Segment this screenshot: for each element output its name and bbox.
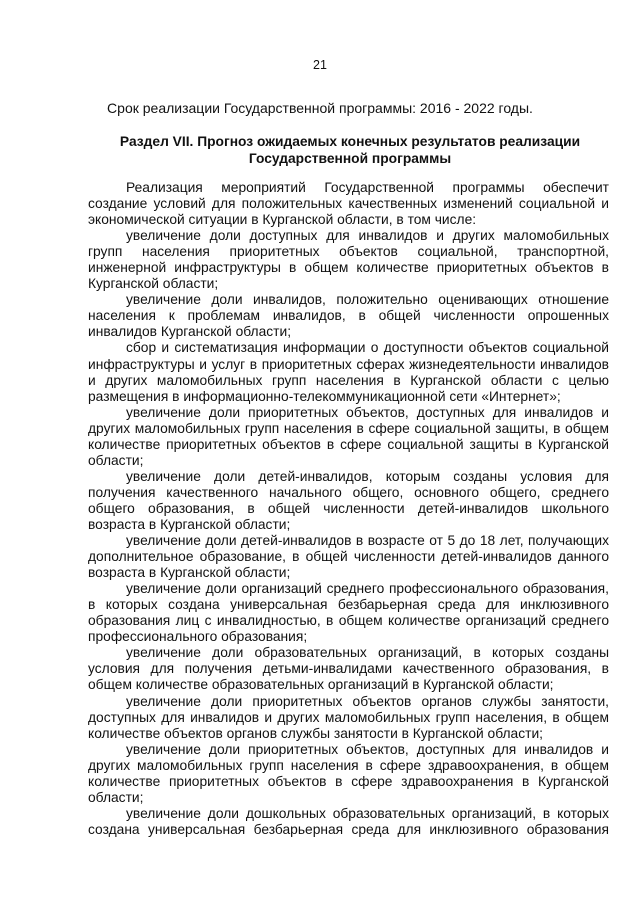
list-item: увеличение доли приоритетных объектов, доступных для инвалидов и других маломобильных групп населения в сфере социальной защиты, в общем количестве приоритетных объектов в сфере социальной защиты в Курганской области; [88,404,609,468]
list-item: увеличение доли детей-инвалидов в возрасте от 5 до 18 лет, получающих дополнительное образование, в общей численности детей-инвалидов данного возраста в Курганской области; [88,533,609,581]
body-text [88,180,609,838]
section-title: Раздел VII. Прогноз ожидаемых конечных результатов реализации Государственной программы [119,134,581,166]
paragraph-intro: Реализация мероприятий Государственной программы обеспечит создание условий для положительных качественных изменений социальной и экономической ситуации в Курганской области, в том числе: [88,180,609,228]
list-item: увеличение доли детей-инвалидов, которым созданы условия для получения качественного начального общего, основного общего, среднего общего образования, в общей численности детей-инвалидов школьного возраста в Курганской области; [88,468,609,532]
list-item: увеличение доли инвалидов, положительно оценивающих отношение населения к проблемам инвалидов, в общей численности опрошенных инвалидов Курганской области; [88,292,609,340]
program-period-line: Срок реализации Государственной программы: 2016 - 2022 годы. [107,100,533,116]
list-item: увеличение доли организаций среднего профессионального образования, в которых создана универсальная безбарьерная среда для инклюзивного образования лиц с инвалидностью, в общем количестве организаций среднего профессионального образования; [88,581,609,645]
list-item: увеличение доли дошкольных образовательных организаций, в которых создана универсальная безбарьерная среда для инклюзивного образования [88,805,609,837]
page-number: 21 [313,58,327,72]
list-item: увеличение доли доступных для инвалидов и других маломобильных групп населения приоритетных объектов социальной, транспортной, инженерной инфраструктуры в общем количестве приоритетных объектов в Курганской области; [88,228,609,292]
list-item: увеличение доли приоритетных объектов, доступных для инвалидов и других маломобильных групп населения в сфере здравоохранения, в общем количестве приоритетных объектов в сфере здравоохранения в Курганской области; [88,741,609,805]
list-item: увеличение доли образовательных организаций, в которых созданы условия для получения детьми-инвалидами качественного образования, в общем количестве образовательных организаций в Курганской области; [88,645,609,693]
list-item: сбор и систематизация информации о доступности объектов социальной инфраструктуры и услуг в приоритетных сферах жизнедеятельности инвалидов и других маломобильных групп населения в Курганской области с целью размещения в информационно-телекоммуникационной сети «Интернет»; [88,340,609,404]
list-item: увеличение доли приоритетных объектов органов службы занятости, доступных для инвалидов и других маломобильных групп населения, в общем количестве объектов органов службы занятости в Курганской области; [88,693,609,741]
